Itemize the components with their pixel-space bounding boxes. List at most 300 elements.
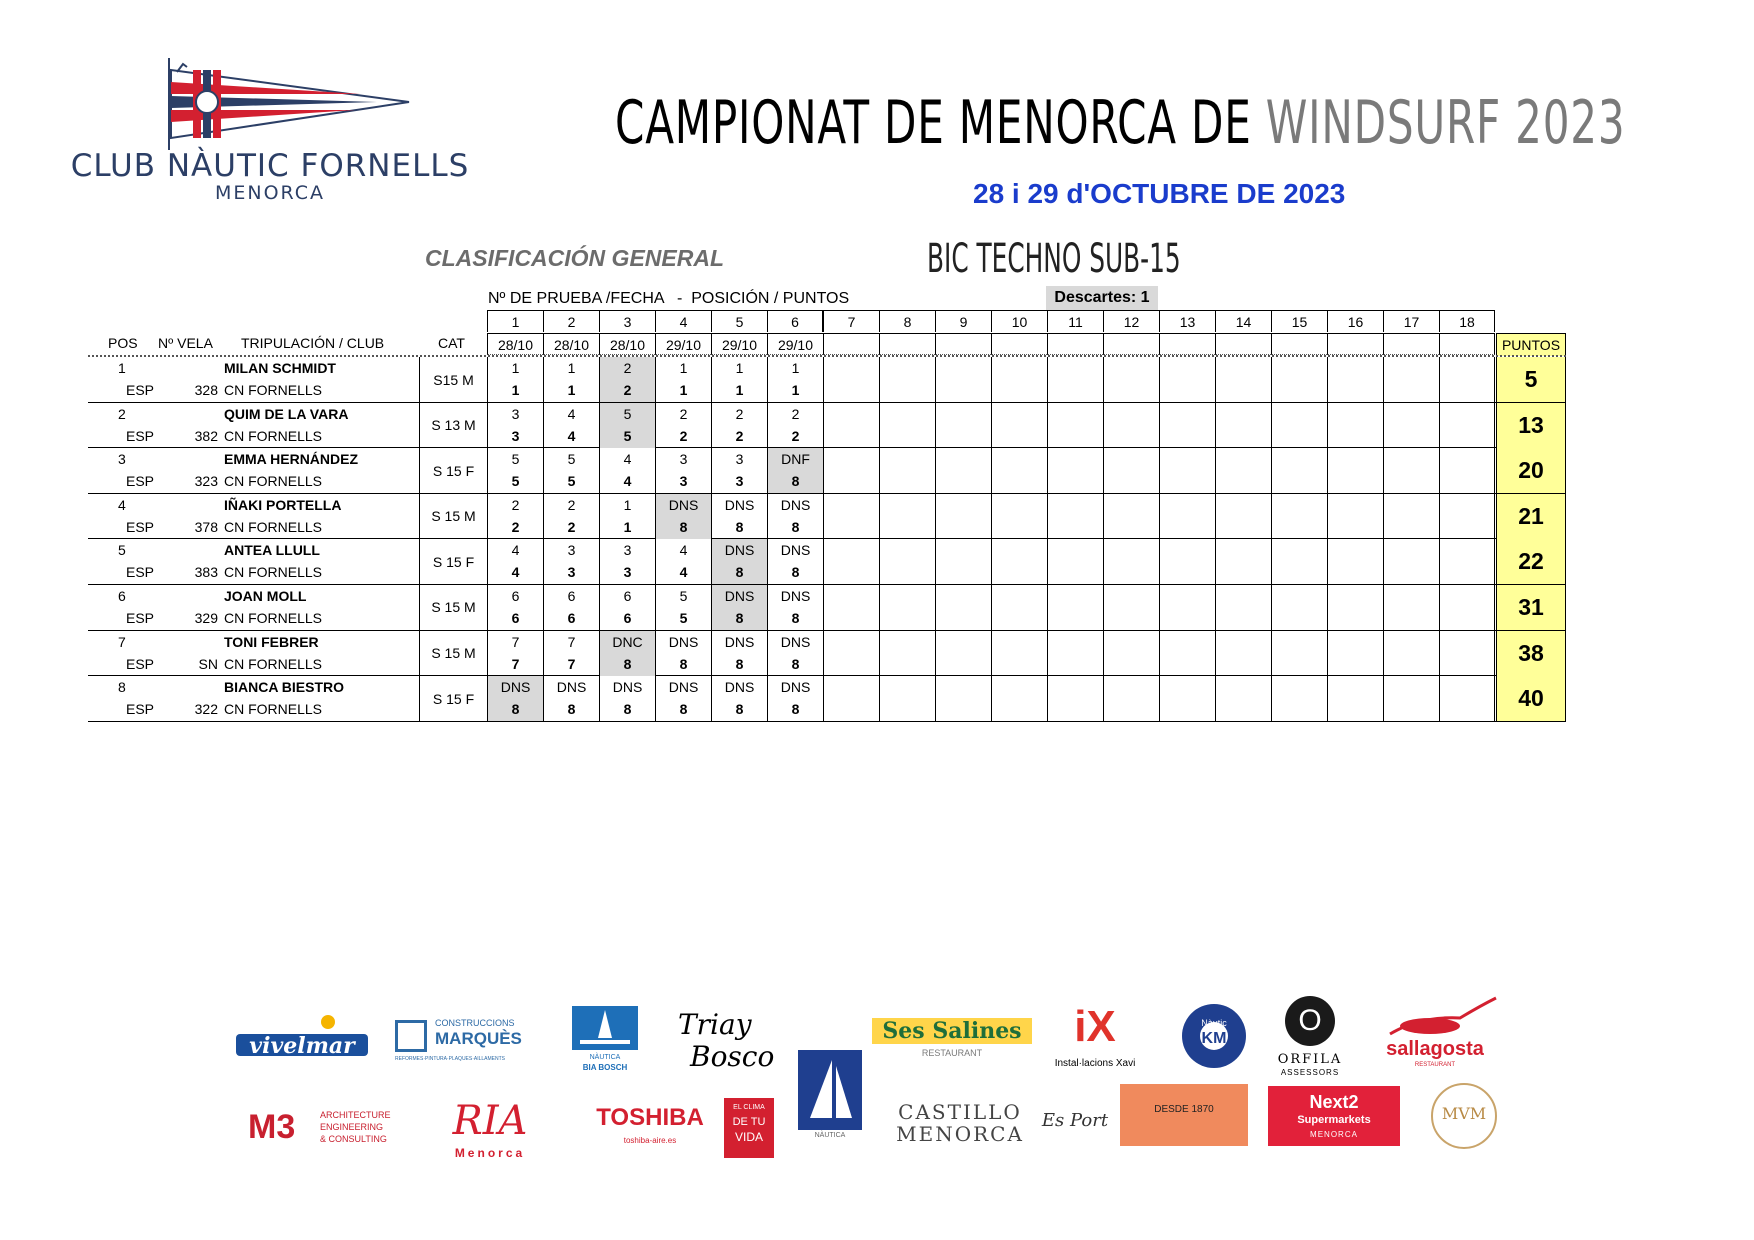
sponsor-sallagosta — [1370, 996, 1500, 1072]
race-date — [1383, 333, 1439, 355]
result-cell — [823, 676, 879, 721]
result-cell — [1215, 585, 1271, 630]
result-points: 8 — [567, 701, 576, 718]
row-results — [487, 585, 1495, 630]
result-cell — [599, 494, 655, 539]
result-points: 5 — [567, 473, 576, 490]
sponsor-triay-bosco — [670, 1008, 780, 1078]
row-position: 8 — [118, 679, 126, 696]
result-position: 6 — [567, 587, 576, 604]
result-cell — [1047, 631, 1103, 676]
result-cell — [1103, 539, 1159, 584]
class-name: BIC TECHNO SUB-15 — [927, 236, 1181, 282]
result-position: DNS — [780, 587, 811, 604]
result-cell — [1103, 631, 1159, 676]
sponsor-m3-line1: ARCHITECTURE — [320, 1110, 391, 1120]
race-dates-row — [487, 333, 1495, 355]
result-cell — [1103, 676, 1159, 721]
result-cell — [1271, 448, 1327, 493]
result-cell — [711, 494, 767, 539]
table-row — [88, 403, 1566, 449]
result-points: 8 — [791, 518, 800, 535]
result-cell — [767, 585, 823, 630]
result-cell — [1159, 585, 1215, 630]
result-cell — [1159, 631, 1215, 676]
result-position: 2 — [791, 405, 800, 422]
result-cell — [767, 539, 823, 584]
sponsor-toshiba-sub: toshiba-aire.es — [623, 1136, 677, 1145]
race-number: 14 — [1215, 310, 1271, 332]
sponsor-orfila-line1: ORFILA — [1277, 1052, 1343, 1067]
sponsor-castillo-menorca — [895, 1100, 1025, 1150]
result-position: 6 — [623, 587, 632, 604]
row-club: CN FORNELLS — [224, 701, 323, 718]
race-date — [1215, 333, 1271, 355]
row-category: S 15 M — [419, 494, 487, 539]
sponsor-sallagosta-sub: RESTAURANT — [1414, 1062, 1456, 1068]
row-sail-number: 382 — [194, 427, 218, 444]
result-cell — [767, 494, 823, 539]
result-points: 5 — [511, 473, 520, 490]
result-cell — [1159, 448, 1215, 493]
row-sailor-name: ANTEA LLULL — [224, 542, 320, 559]
result-cell — [655, 585, 711, 630]
race-number: 5 — [711, 310, 767, 332]
result-points: 8 — [791, 564, 800, 581]
sponsor-desde-text: DESDE 1870 — [1154, 1104, 1214, 1115]
result-points: 8 — [791, 609, 800, 626]
result-cell — [543, 403, 599, 448]
result-cell — [1327, 631, 1383, 676]
result-cell — [1215, 448, 1271, 493]
result-points: 1 — [623, 518, 632, 535]
result-position: 2 — [511, 496, 520, 513]
result-cell — [599, 631, 655, 676]
result-position: DNS — [556, 679, 587, 696]
sponsor-es-port-text: Es Port — [1041, 1110, 1109, 1131]
row-sail-number: 329 — [194, 609, 218, 626]
row-club: CN FORNELLS — [224, 564, 323, 581]
result-points: 1 — [679, 382, 688, 398]
result-cell — [1271, 403, 1327, 448]
race-date — [1439, 333, 1495, 355]
result-points: 8 — [511, 701, 520, 718]
race-date: 28/10 — [487, 333, 543, 355]
result-cell — [711, 585, 767, 630]
table-row — [88, 539, 1566, 585]
header-pos: POS — [108, 335, 138, 351]
result-cell — [1047, 539, 1103, 584]
row-nationality: ESP — [126, 564, 155, 581]
result-position: DNS — [780, 496, 811, 513]
sponsor-toshiba — [580, 1104, 720, 1150]
table-row — [88, 585, 1566, 631]
result-cell — [543, 448, 599, 493]
result-cell — [879, 403, 935, 448]
row-nationality: ESP — [126, 427, 155, 444]
sponsor-clima-line3: VIDA — [734, 1130, 763, 1144]
result-cell — [1439, 631, 1495, 676]
result-points: 6 — [511, 609, 520, 626]
race-date: 28/10 — [543, 333, 599, 355]
result-cell — [823, 448, 879, 493]
result-cell — [599, 448, 655, 493]
result-cell — [991, 585, 1047, 630]
sponsor-triay-line1: Triay — [678, 1008, 752, 1041]
result-cell — [1047, 676, 1103, 721]
result-cell — [935, 676, 991, 721]
result-cell — [655, 539, 711, 584]
result-cell — [991, 631, 1047, 676]
row-sailor-name: MILAN SCHMIDT — [224, 360, 336, 376]
row-sailor-name: QUIM DE LA VARA — [224, 405, 349, 422]
result-position: 3 — [623, 542, 632, 559]
race-number: 9 — [935, 310, 991, 332]
sponsor-castillo-line1: CASTILLO — [898, 1100, 1022, 1124]
result-points: 8 — [735, 609, 744, 626]
result-cell — [1271, 539, 1327, 584]
result-points: 1 — [511, 382, 520, 398]
row-total-points: 38 — [1496, 631, 1566, 676]
result-cell — [655, 403, 711, 448]
sponsor-next2-line3: MENORCA — [1310, 1130, 1358, 1139]
result-cell — [487, 585, 543, 630]
result-cell — [487, 357, 543, 402]
row-club: CN FORNELLS — [224, 382, 323, 398]
row-category: S 15 F — [419, 676, 487, 721]
row-results — [487, 448, 1495, 493]
result-cell — [991, 539, 1047, 584]
row-sail-number: 323 — [194, 473, 218, 490]
result-position: DNS — [668, 496, 699, 513]
result-cell — [879, 494, 935, 539]
result-position: DNS — [780, 633, 811, 650]
result-cell — [1047, 494, 1103, 539]
result-position: 4 — [623, 451, 632, 468]
row-category: S 15 M — [419, 585, 487, 630]
race-number: 13 — [1159, 310, 1215, 332]
row-results — [487, 676, 1495, 721]
result-position: DNS — [500, 679, 531, 696]
sponsor-vivelmar — [232, 1012, 372, 1058]
race-header-label: Nº DE PRUEBA /FECHA - POSICIÓN / PUNTOS — [488, 290, 850, 307]
result-position: 2 — [679, 405, 688, 422]
sponsor-toshiba-name: TOSHIBA — [596, 1104, 704, 1131]
result-position: DNS — [724, 496, 755, 513]
row-sail-number: 328 — [194, 382, 218, 398]
race-number: 16 — [1327, 310, 1383, 332]
result-cell — [599, 403, 655, 448]
result-cell — [823, 585, 879, 630]
sponsor-ix — [1040, 1002, 1150, 1072]
result-cell — [935, 631, 991, 676]
sponsor-triay-line2: Bosco — [690, 1040, 775, 1073]
row-total-points: 21 — [1496, 494, 1566, 539]
result-cell — [1439, 585, 1495, 630]
sponsor-ses-salines-line2: RESTAURANT — [921, 1048, 983, 1058]
row-club: CN FORNELLS — [224, 427, 323, 444]
result-cell — [1271, 494, 1327, 539]
lobster-icon — [1370, 996, 1500, 1042]
race-date — [935, 333, 991, 355]
result-points: 4 — [511, 564, 520, 581]
sponsor-clima-line2: DE TU — [732, 1116, 766, 1128]
row-category: S 15 M — [419, 631, 487, 676]
race-date — [1271, 333, 1327, 355]
sponsor-nautic-km-line2: KM — [1201, 1030, 1227, 1047]
result-cell — [1327, 539, 1383, 584]
row-club: CN FORNELLS — [224, 655, 323, 672]
sponsor-nautica-sail — [798, 1050, 862, 1142]
table-row — [88, 357, 1566, 403]
result-cell — [991, 403, 1047, 448]
result-position: 1 — [511, 360, 520, 376]
row-total-points: 20 — [1496, 448, 1566, 493]
race-date: 29/10 — [655, 333, 711, 355]
result-cell — [1047, 448, 1103, 493]
result-cell — [1383, 631, 1439, 676]
result-position: 5 — [679, 587, 688, 604]
row-nationality: ESP — [126, 473, 155, 490]
result-position: DNF — [781, 451, 810, 468]
result-position: DNS — [724, 587, 755, 604]
sponsor-next2 — [1268, 1086, 1400, 1146]
result-cell — [487, 494, 543, 539]
result-points: 3 — [735, 473, 744, 490]
result-points: 8 — [679, 701, 688, 718]
result-cell — [655, 494, 711, 539]
row-total-points: 13 — [1496, 403, 1566, 448]
result-cell — [599, 585, 655, 630]
result-cell — [1159, 357, 1215, 402]
result-position: 1 — [567, 360, 576, 376]
result-cell — [1439, 539, 1495, 584]
sponsor-ria — [440, 1098, 540, 1164]
result-points: 6 — [623, 609, 632, 626]
result-points: 5 — [679, 609, 688, 626]
result-cell — [1047, 403, 1103, 448]
result-position: 5 — [511, 451, 520, 468]
header-cat: CAT — [438, 335, 465, 351]
row-sailor-name: IÑAKI PORTELLA — [224, 496, 342, 513]
sponsor-marques-line3: REFORMES·PINTURA·PLAQUES·AILLAMENTS — [395, 1056, 506, 1062]
result-position: 3 — [511, 405, 520, 422]
sponsor-clima — [724, 1098, 774, 1158]
result-cell — [1271, 585, 1327, 630]
result-points: 8 — [623, 701, 632, 718]
table-row — [88, 448, 1566, 494]
result-position: 2 — [567, 496, 576, 513]
result-position: 1 — [679, 360, 688, 376]
row-position: 2 — [118, 405, 126, 422]
result-points: 2 — [679, 427, 688, 444]
sponsor-nautica-text: NÀUTICA — [814, 1132, 846, 1139]
table-row — [88, 631, 1566, 677]
result-position: 7 — [567, 633, 576, 650]
result-cell — [711, 631, 767, 676]
sponsor-clima-line1: EL CLIMA — [733, 1104, 765, 1111]
result-position: DNS — [780, 542, 811, 559]
result-cell — [1327, 585, 1383, 630]
race-date: 29/10 — [711, 333, 767, 355]
result-cell — [767, 403, 823, 448]
result-cell — [1215, 631, 1271, 676]
result-position: 2 — [735, 405, 744, 422]
result-cell — [935, 585, 991, 630]
event-dates: 28 i 29 d'OCTUBRE DE 2023 — [973, 178, 1346, 209]
header-points: PUNTOS — [1496, 333, 1566, 356]
result-cell — [711, 676, 767, 721]
result-cell — [543, 585, 599, 630]
result-points: 2 — [567, 518, 576, 535]
result-position: 3 — [679, 451, 688, 468]
result-position: 4 — [679, 542, 688, 559]
result-cell — [1271, 357, 1327, 402]
table-row — [88, 494, 1566, 540]
result-cell — [599, 539, 655, 584]
sponsor-nautic-km — [1180, 1000, 1248, 1072]
sponsor-m3-line2: ENGINEERING — [320, 1122, 384, 1132]
result-points: 7 — [511, 655, 520, 672]
result-cell — [1159, 494, 1215, 539]
row-category: S 13 M — [419, 403, 487, 448]
row-total-points: 31 — [1496, 585, 1566, 630]
result-cell — [1215, 494, 1271, 539]
result-cell — [935, 539, 991, 584]
sponsor-marques-line2: MARQUÈS — [435, 1029, 522, 1048]
race-number: 7 — [823, 310, 879, 332]
result-position: 3 — [567, 542, 576, 559]
sponsor-sallagosta-name: sallagosta — [1386, 1038, 1484, 1060]
result-cell — [1159, 403, 1215, 448]
row-club: CN FORNELLS — [224, 473, 323, 490]
result-cell — [1159, 676, 1215, 721]
result-cell — [935, 494, 991, 539]
row-nationality: ESP — [126, 655, 155, 672]
result-cell — [935, 448, 991, 493]
result-cell — [1439, 357, 1495, 402]
row-results — [487, 403, 1495, 448]
result-cell — [543, 676, 599, 721]
sponsor-next2-line1: Next2 — [1309, 1092, 1359, 1112]
result-cell — [1383, 403, 1439, 448]
row-position: 7 — [118, 633, 126, 650]
result-cell — [879, 539, 935, 584]
result-cell — [487, 631, 543, 676]
result-cell — [1215, 676, 1271, 721]
result-cell — [1439, 448, 1495, 493]
row-club: CN FORNELLS — [224, 609, 323, 626]
row-position: 5 — [118, 542, 126, 559]
race-number: 12 — [1103, 310, 1159, 332]
sponsor-es-port — [1040, 1100, 1110, 1150]
result-position: DNS — [724, 542, 755, 559]
result-cell — [1327, 494, 1383, 539]
result-position: DNS — [780, 679, 811, 696]
row-sailor-name: TONI FEBRER — [224, 633, 319, 650]
page-title — [615, 88, 1625, 158]
result-points: 3 — [679, 473, 688, 490]
result-cell — [1439, 403, 1495, 448]
result-cell — [879, 631, 935, 676]
results-table — [88, 357, 1566, 722]
result-cell — [1215, 403, 1271, 448]
race-date — [1103, 333, 1159, 355]
result-cell — [655, 676, 711, 721]
result-cell — [767, 676, 823, 721]
sponsor-bia-bosch-line1: NÀUTICA — [589, 1054, 621, 1061]
result-cell — [543, 494, 599, 539]
result-cell — [1327, 676, 1383, 721]
race-date — [1327, 333, 1383, 355]
result-cell — [487, 539, 543, 584]
result-cell — [711, 539, 767, 584]
result-cell — [1103, 494, 1159, 539]
result-cell — [823, 539, 879, 584]
result-cell — [599, 676, 655, 721]
result-position: DNS — [668, 679, 699, 696]
result-cell — [1327, 448, 1383, 493]
result-cell — [1271, 676, 1327, 721]
result-cell — [823, 494, 879, 539]
result-cell — [1327, 403, 1383, 448]
result-cell — [543, 357, 599, 402]
sponsor-m3 — [248, 1108, 408, 1154]
race-date: 28/10 — [599, 333, 655, 355]
result-points: 8 — [791, 701, 800, 718]
sponsor-next2-line2: Supermarkets — [1297, 1114, 1371, 1126]
result-cell — [487, 403, 543, 448]
result-position: 2 — [623, 360, 632, 376]
result-points: 7 — [567, 655, 576, 672]
result-points: 6 — [567, 609, 576, 626]
header-sail: Nº VELA — [158, 335, 213, 351]
race-number: 6 — [767, 310, 823, 332]
result-cell — [599, 357, 655, 402]
race-date — [823, 333, 879, 355]
result-cell — [655, 357, 711, 402]
club-logo — [70, 58, 470, 208]
result-cell — [711, 357, 767, 402]
result-cell — [823, 403, 879, 448]
result-position: 6 — [511, 587, 520, 604]
result-cell — [1383, 357, 1439, 402]
pennant-flag-icon — [165, 58, 425, 150]
result-cell — [1047, 357, 1103, 402]
sponsor-vivelmar-text: vivelmar — [249, 1033, 355, 1059]
result-points: 2 — [623, 382, 632, 398]
result-cell — [487, 448, 543, 493]
race-date — [1047, 333, 1103, 355]
boat-icon — [570, 1004, 640, 1052]
row-total-points: 22 — [1496, 539, 1566, 584]
sponsor-m3-mark: M3 — [248, 1108, 296, 1146]
sail-icon — [798, 1050, 862, 1130]
race-numbers-row — [487, 310, 1495, 332]
sponsor-marques — [395, 1018, 540, 1064]
sponsor-orfila-mark: O — [1285, 996, 1335, 1046]
row-sail-number: 383 — [194, 564, 218, 581]
row-sailor-name: JOAN MOLL — [224, 587, 307, 604]
result-position: DNS — [668, 633, 699, 650]
result-cell — [711, 403, 767, 448]
row-sail-number: 322 — [194, 701, 218, 718]
row-results — [487, 494, 1495, 539]
row-total-points: 5 — [1496, 357, 1566, 402]
race-number: 2 — [543, 310, 599, 332]
result-points: 8 — [735, 701, 744, 718]
result-points: 8 — [679, 655, 688, 672]
